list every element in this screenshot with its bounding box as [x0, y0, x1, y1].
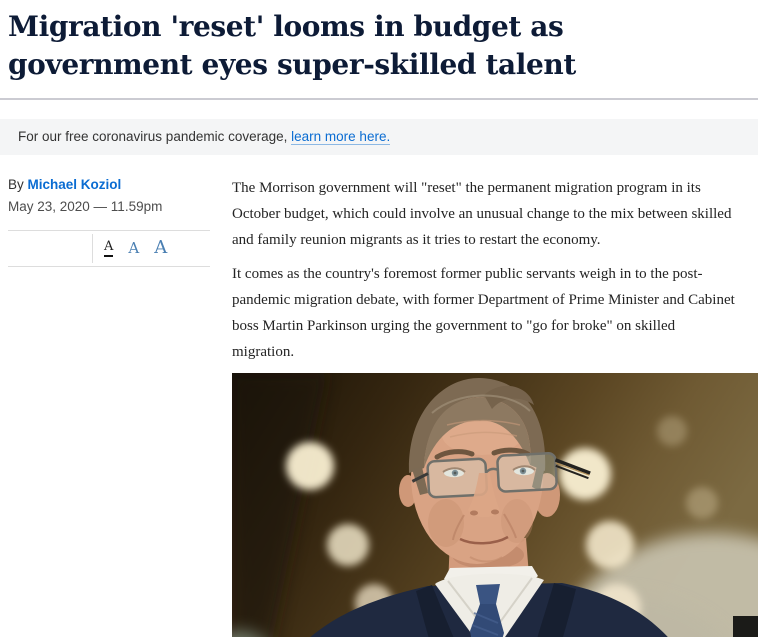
learn-more-link[interactable]: learn more here.	[291, 128, 391, 144]
publish-timestamp: May 23, 2020 — 11.59pm	[8, 198, 163, 214]
byline-column	[0, 175, 232, 267]
article-headline: Migration 'reset' looms in budget as government eyes super-skilled talent	[8, 10, 576, 81]
article-paragraph-2: It comes as the country's foremost former public servants weigh in to the post-pandemic migration debate, with former Department of Prime Minister and Cabinet boss Martin Parkinson urging the government to "go for broke" on skilled migration.	[232, 265, 735, 360]
portrait-illustration	[232, 373, 758, 637]
font-size-large-button[interactable]: A	[154, 237, 168, 259]
font-size-small-button[interactable]: A	[104, 240, 113, 257]
font-size-controls	[8, 230, 210, 267]
coronavirus-banner-text: For our free coronavirus pandemic coverage,	[18, 128, 288, 144]
article-body	[232, 175, 758, 637]
article-paragraph-1: The Morrison government will "reset" the permanent migration program in its October budget, which could involve an unusual change to the mix between skilled and family reunion migrants as it tries to restart the economy.	[232, 179, 732, 248]
byline-prefix: By	[8, 176, 28, 192]
article-content	[0, 175, 758, 637]
coronavirus-banner	[0, 119, 758, 155]
article-photo	[232, 373, 758, 637]
author-link[interactable]: Michael Koziol	[27, 176, 122, 192]
byline	[8, 175, 210, 195]
headline-divider	[0, 98, 758, 100]
font-size-medium-button[interactable]: A	[128, 238, 140, 257]
corner-widget-button[interactable]	[733, 616, 758, 637]
